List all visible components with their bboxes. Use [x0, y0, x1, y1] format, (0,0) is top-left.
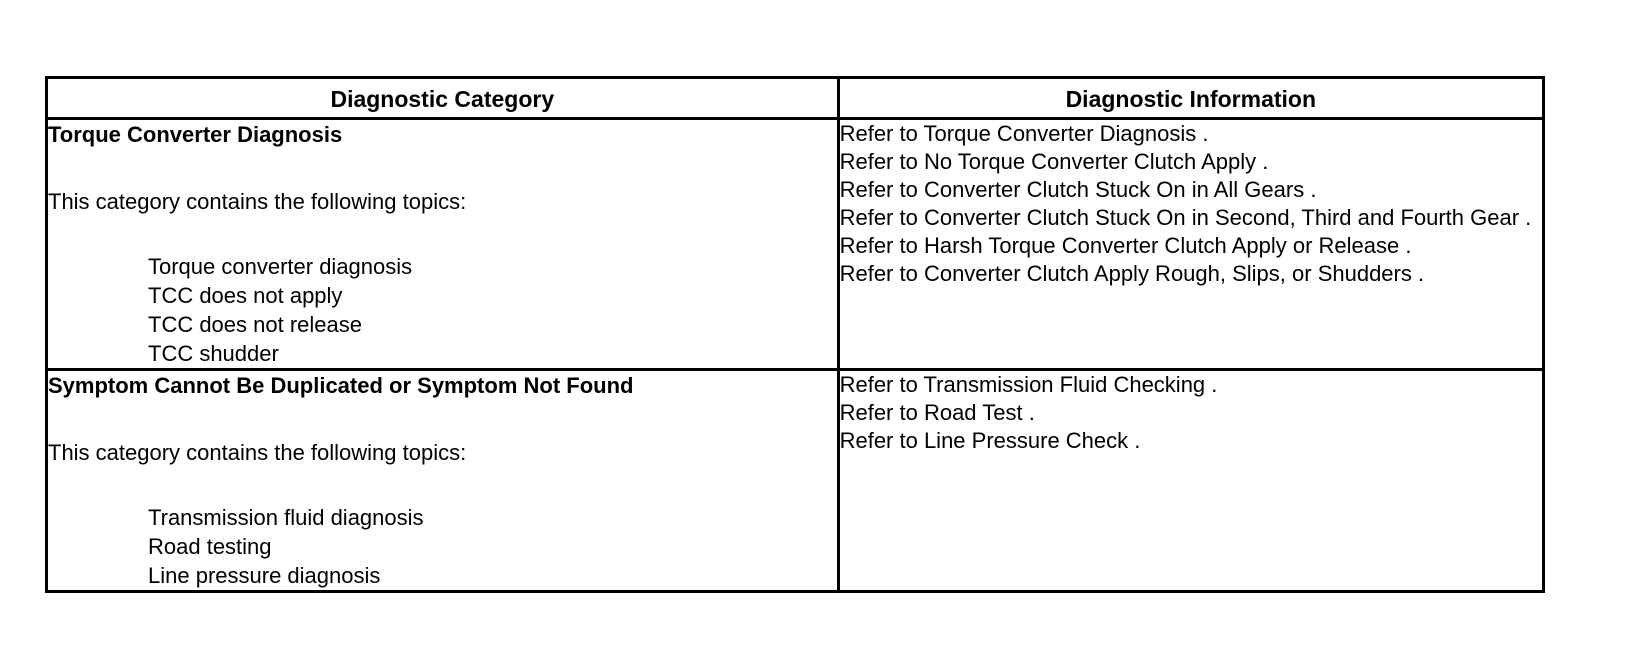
info-link[interactable]: Refer to Road Test .	[839, 400, 1035, 425]
info-item	[840, 260, 1542, 288]
info-item	[840, 176, 1542, 204]
information-cell	[838, 119, 1543, 370]
category-cell	[47, 119, 839, 370]
topic-list	[48, 252, 837, 368]
diagnostic-table	[45, 76, 1545, 593]
info-link[interactable]: Refer to Converter Clutch Apply Rough, Slips, or Shudders .	[839, 261, 1425, 286]
information-cell	[838, 370, 1543, 592]
info-list	[840, 120, 1542, 288]
info-link[interactable]: Refer to Converter Clutch Stuck On in Second, Third and Fourth Gear .	[839, 205, 1532, 230]
table-header-row	[47, 78, 1544, 119]
info-item	[840, 232, 1542, 260]
header-diagnostic-information: Diagnostic Information	[838, 78, 1543, 119]
category-title: Torque Converter Diagnosis	[48, 122, 343, 147]
topic-item: TCC does not apply	[148, 283, 343, 308]
table-row	[47, 119, 1544, 370]
info-link[interactable]: Refer to Harsh Torque Converter Clutch Apply or Release .	[839, 233, 1412, 258]
info-link[interactable]: Refer to Transmission Fluid Checking .	[839, 372, 1218, 397]
category-title: Symptom Cannot Be Duplicated or Symptom Not Found	[48, 373, 634, 398]
topic-item: Road testing	[148, 534, 272, 559]
info-item	[840, 148, 1542, 176]
info-item	[840, 204, 1542, 232]
info-link[interactable]: Refer to Line Pressure Check .	[839, 428, 1141, 453]
topic-item: Torque converter diagnosis	[148, 254, 413, 279]
topic-item: Transmission fluid diagnosis	[148, 505, 424, 530]
info-link[interactable]: Refer to Converter Clutch Stuck On in All Gears .	[839, 177, 1317, 202]
info-item	[840, 399, 1542, 427]
topic-item: TCC does not release	[148, 312, 362, 337]
info-list	[840, 371, 1542, 455]
category-intro: This category contains the following topics:	[48, 189, 467, 214]
category-intro: This category contains the following topics:	[48, 440, 467, 465]
topic-list	[48, 503, 837, 590]
info-link[interactable]: Refer to Torque Converter Diagnosis .	[839, 121, 1209, 146]
topic-item: TCC shudder	[148, 341, 279, 366]
topic-item: Line pressure diagnosis	[148, 563, 381, 588]
info-item	[840, 371, 1542, 399]
info-link[interactable]: Refer to No Torque Converter Clutch Apply .	[839, 149, 1269, 174]
table-row	[47, 370, 1544, 592]
category-cell	[47, 370, 839, 592]
info-item	[840, 120, 1542, 148]
header-diagnostic-category: Diagnostic Category	[47, 78, 839, 119]
info-item	[840, 427, 1542, 455]
